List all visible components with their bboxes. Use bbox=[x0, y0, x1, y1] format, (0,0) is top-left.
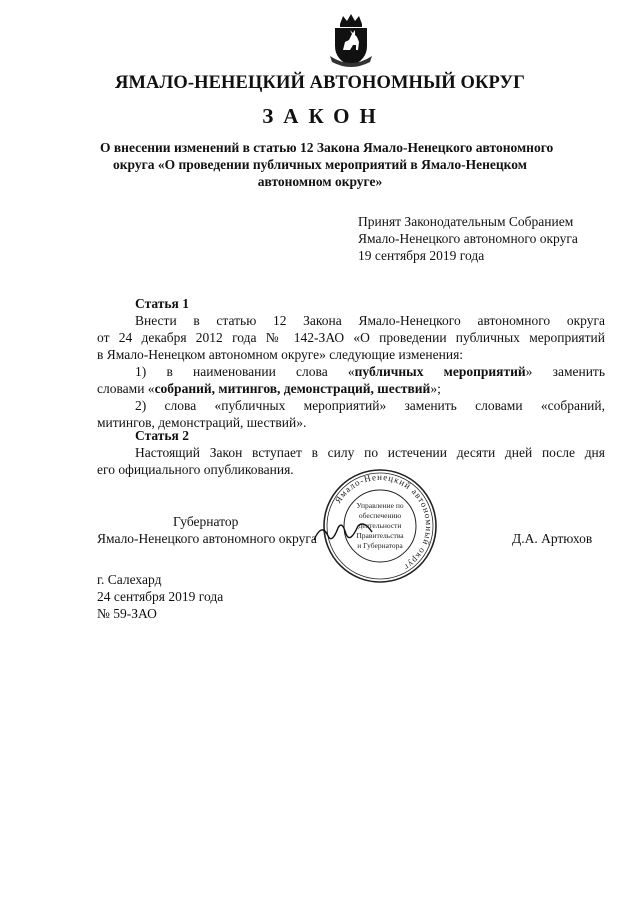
adoption-line: Принят Законодательным Собранием bbox=[358, 214, 574, 229]
adoption-note bbox=[358, 213, 618, 264]
place-date-number bbox=[97, 571, 223, 622]
article-1-item-2-line: митингов, демонстраций, шествий». bbox=[97, 415, 307, 430]
place-city: г. Салехард bbox=[97, 572, 162, 587]
law-date: 24 сентября 2019 года bbox=[97, 589, 224, 604]
article-1-item-1-line bbox=[97, 380, 605, 397]
document-type: ЗАКОН bbox=[262, 104, 386, 128]
adoption-line: Ямало-Ненецкого автономного округа bbox=[358, 231, 578, 246]
article-1-intro-line: Внести в статью 12 Закона Ямало-Ненецкого автономного округа bbox=[135, 313, 605, 328]
law-title bbox=[100, 139, 554, 190]
article-1-intro-line: от 24 декабря 2012 года № 142-ЗАО «О проведении публичных мероприятий bbox=[97, 330, 605, 345]
article-1-intro-line: в Ямало-Ненецком автономном округе» следующие изменения: bbox=[97, 347, 464, 362]
item-1-text: »; bbox=[430, 381, 441, 396]
article-2-text-line: его официального опубликования. bbox=[97, 462, 294, 477]
coat-of-arms-emblem bbox=[326, 12, 376, 68]
item-1-bold-phrase: публичных мероприятий bbox=[354, 364, 526, 379]
seal-inner-line: обеспечению bbox=[358, 511, 402, 520]
article-2-text-line: Настоящий Закон вступает в силу по истечении десяти дней после дня bbox=[135, 445, 605, 460]
item-1-text: словами « bbox=[97, 381, 155, 396]
item-1-text: » заменить bbox=[525, 364, 605, 379]
seal-outer-text: Ямало-Ненецкий автономный округ bbox=[332, 471, 435, 573]
seal-inner-line: и Губернатора bbox=[357, 541, 403, 550]
law-title-line: округа «О проведении публичных мероприятий в Ямало-Ненецком bbox=[113, 157, 527, 172]
seal-inner-line: Правительства bbox=[356, 531, 404, 540]
law-number: № 59-ЗАО bbox=[97, 606, 157, 621]
adoption-line: 19 сентября 2019 года bbox=[358, 248, 485, 263]
governor-position: Губернатор bbox=[173, 514, 239, 529]
seal-inner-line: Управление по bbox=[356, 501, 404, 510]
governor-name: Д.А. Артюхов bbox=[512, 531, 593, 546]
law-title-line: О внесении изменений в статью 12 Закона Ямало-Ненецкого автономного bbox=[100, 140, 554, 155]
governor-title bbox=[97, 513, 337, 547]
region-title: ЯМАЛО-НЕНЕЦКИЙ АВТОНОМНЫЙ ОКРУГ bbox=[114, 73, 526, 93]
item-1-bold-phrase: собраний, митингов, демонстраций, шествий bbox=[154, 381, 431, 396]
article-1-item-2-line: 2) слова «публичных мероприятий» заменить словами «собраний, bbox=[135, 398, 605, 413]
article-1 bbox=[97, 295, 605, 431]
law-title-line: автономном округе» bbox=[257, 174, 383, 189]
seal-inner-line: деятельности bbox=[358, 521, 402, 530]
governor-region: Ямало-Ненецкого автономного округа bbox=[97, 531, 317, 546]
article-1-item-1-line bbox=[97, 363, 605, 380]
article-2-heading: Статья 2 bbox=[135, 428, 189, 443]
article-1-heading: Статья 1 bbox=[135, 296, 189, 311]
item-1-text: 1) в наименовании слова « bbox=[135, 364, 355, 379]
